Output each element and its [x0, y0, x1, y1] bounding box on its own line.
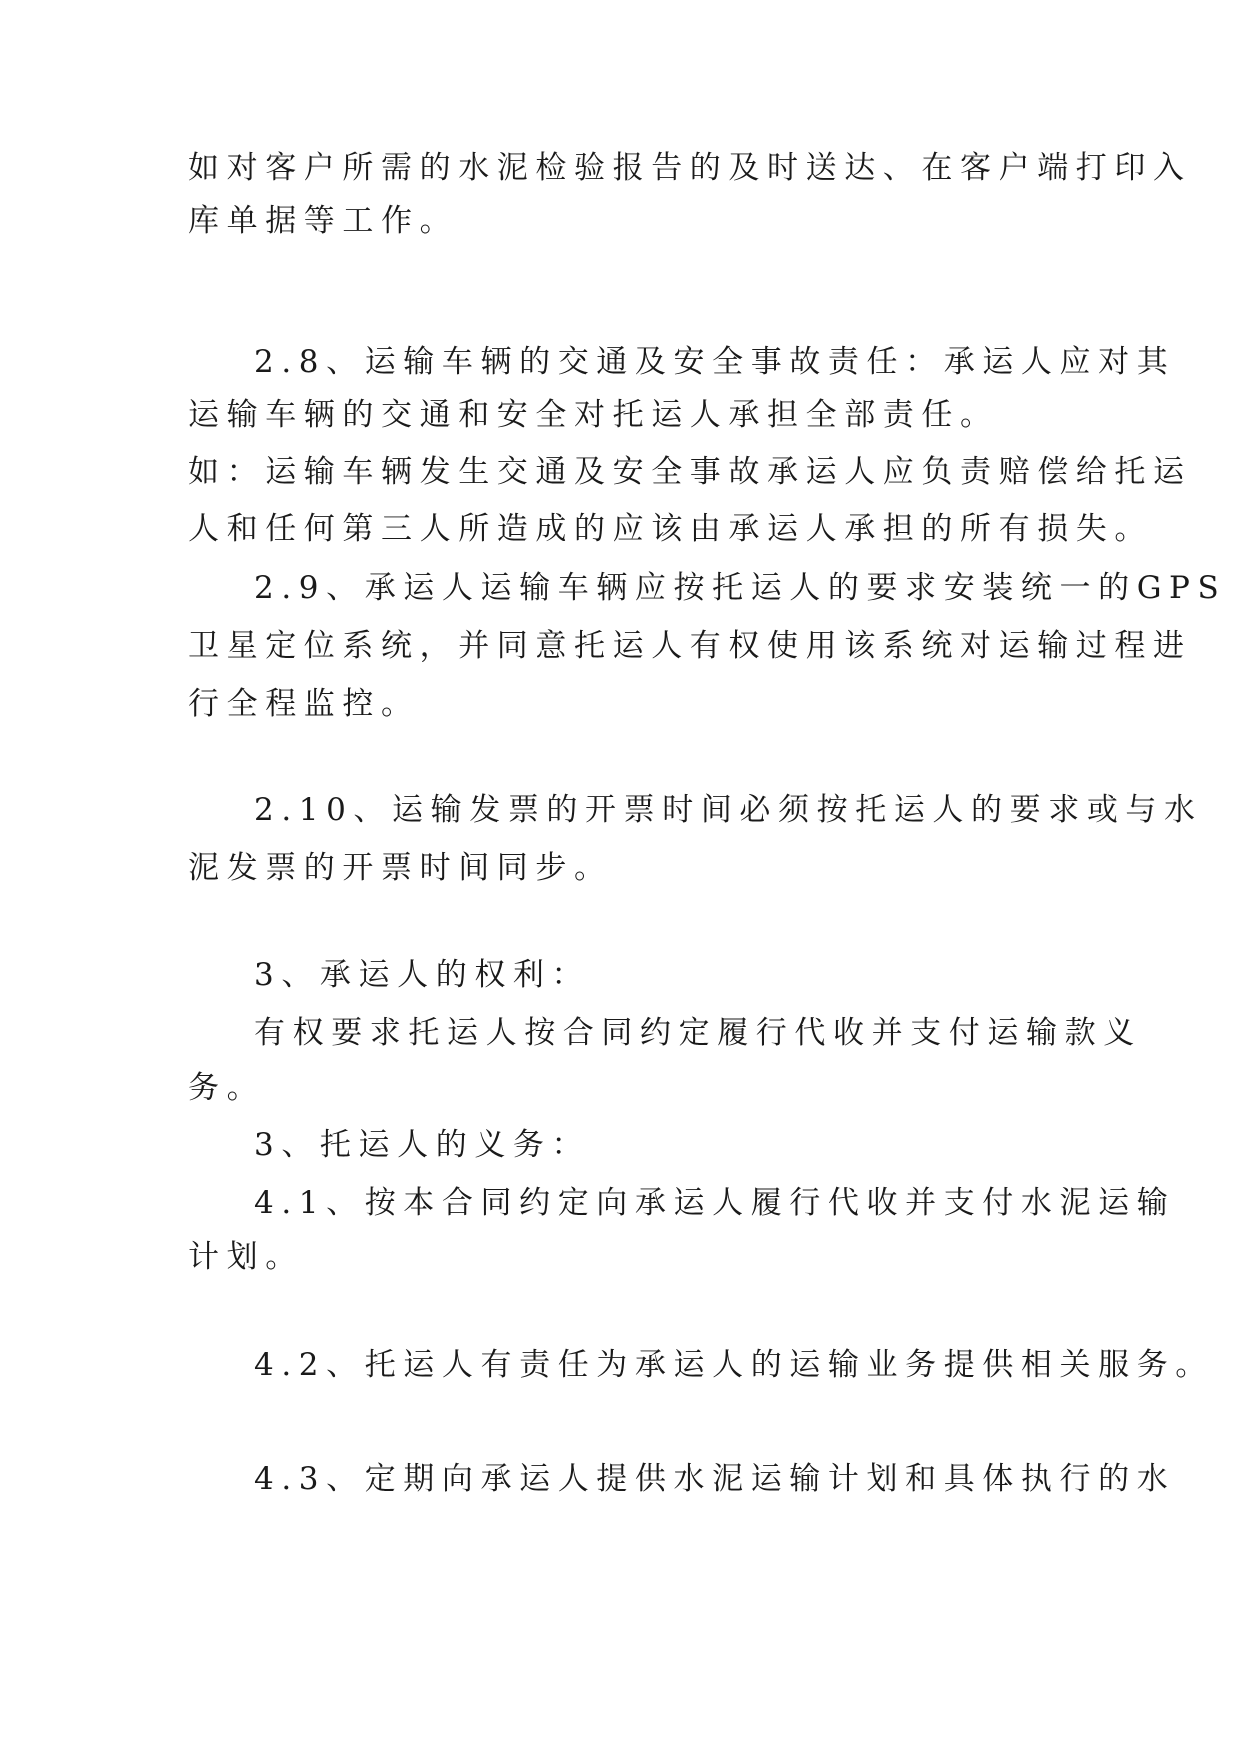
- text-line: 如对客户所需的水泥检验报告的及时送达、在客户端打印入: [188, 150, 1192, 186]
- text-line: 如：运输车辆发生交通及安全事故承运人应负责赔偿给托运: [188, 454, 1192, 490]
- text-line: 卫星定位系统，并同意托运人有权使用该系统对运输过程进: [188, 628, 1192, 664]
- text-line: 计划。: [188, 1239, 304, 1275]
- section-2-8-heading: 2.8、运输车辆的交通及安全事故责任：承运人应对其: [254, 344, 1176, 380]
- text-line: 有权要求托运人按合同约定履行代收并支付运输款义: [254, 1015, 1142, 1051]
- section-4-3-heading: 4.3、定期向承运人提供水泥运输计划和具体执行的水: [254, 1461, 1176, 1497]
- section-2-10-heading: 2.10、运输发票的开票时间必须按托运人的要求或与水: [254, 792, 1203, 828]
- text-line: 库单据等工作。: [188, 203, 459, 239]
- text-line: 泥发票的开票时间同步。: [188, 850, 613, 886]
- section-3-heading: 3、承运人的权利：: [254, 957, 591, 993]
- section-4-2-heading: 4.2、托运人有责任为承运人的运输业务提供相关服务。: [254, 1347, 1214, 1383]
- text-line: 务。: [188, 1070, 266, 1106]
- text-line: 行全程监控。: [188, 686, 420, 722]
- section-2-9-heading: 2.9、承运人运输车辆应按托运人的要求安装统一的GPS: [254, 570, 1227, 606]
- section-3-obligations-heading: 3、托运人的义务：: [254, 1127, 591, 1163]
- text-line: 运输车辆的交通和安全对托运人承担全部责任。: [188, 397, 999, 433]
- text-line: 人和任何第三人所造成的应该由承运人承担的所有损失。: [188, 511, 1153, 547]
- section-4-1-heading: 4.1、按本合同约定向承运人履行代收并支付水泥运输: [254, 1185, 1176, 1221]
